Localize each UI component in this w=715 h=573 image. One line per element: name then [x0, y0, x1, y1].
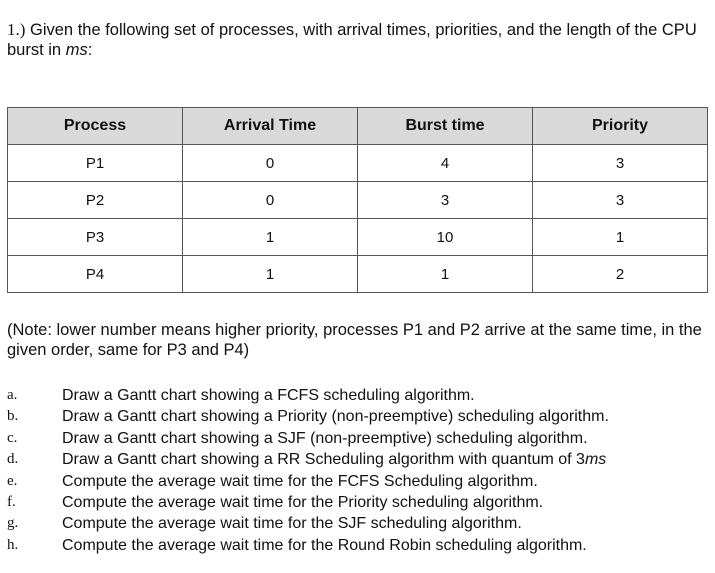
task-letter: e.: [7, 472, 18, 489]
task-text: Draw a Gantt chart showing a FCFS scheduling algorithm.: [62, 387, 475, 404]
cell-arrival-time: 1: [183, 219, 358, 256]
list-item: [7, 513, 712, 534]
task-letter: b.: [7, 408, 19, 425]
cell-process: P1: [8, 145, 183, 182]
task-text: Compute the average wait time for the Round Robin scheduling algorithm.: [62, 536, 587, 554]
cell-arrival-time: 0: [183, 182, 358, 219]
task-text: Compute the average wait time for the FCFS Scheduling algorithm.: [62, 472, 538, 490]
cell-burst-time: 1: [358, 256, 533, 293]
cell-process: P2: [8, 182, 183, 219]
cell-priority: 1: [533, 219, 708, 256]
list-item: [7, 471, 712, 492]
cell-process: P4: [8, 256, 183, 293]
cell-priority: 2: [533, 256, 708, 293]
task-text: Compute the average wait time for the Priority scheduling algorithm.: [62, 493, 544, 511]
task-text: Draw a Gantt chart showing a SJF (non-preemptive) scheduling algorithm.: [62, 429, 588, 447]
list-item: [7, 492, 712, 513]
task-letter: f.: [7, 493, 16, 510]
cell-arrival-time: 0: [183, 145, 358, 182]
table-header-row: [8, 108, 708, 145]
cell-arrival-time: 1: [183, 256, 358, 293]
question-number: 1.): [7, 20, 26, 39]
list-item: [7, 449, 712, 470]
task-list: [7, 385, 712, 556]
header-process: Process: [8, 108, 183, 145]
header-priority: Priority: [533, 108, 708, 145]
list-item: [7, 428, 712, 449]
cell-process: P3: [8, 219, 183, 256]
list-item: [7, 406, 712, 427]
cell-burst-time: 10: [358, 219, 533, 256]
cell-priority: 3: [533, 145, 708, 182]
task-letter: c.: [7, 429, 18, 446]
cell-burst-time: 4: [358, 145, 533, 182]
time-unit: ms: [65, 41, 88, 59]
task-text-wrap: [62, 449, 712, 470]
task-letter: a.: [7, 387, 18, 403]
header-arrival-time: Arrival Time: [183, 108, 358, 145]
intro-suffix: :: [87, 41, 93, 59]
list-item: [7, 535, 712, 556]
process-table: [7, 107, 708, 293]
task-text: Draw a Gantt chart showing a RR Scheduling algorithm with quantum of 3: [62, 451, 585, 469]
task-letter: g.: [7, 515, 19, 532]
question-intro: [7, 20, 707, 60]
task-time-unit: ms: [584, 451, 607, 469]
table-row: [8, 145, 708, 182]
task-letter: h.: [7, 536, 19, 553]
question-text: Given the following set of processes, with arrival times, priorities, and the length of the CPU burst in: [7, 21, 697, 59]
table-row: [8, 256, 708, 293]
cell-priority: 3: [533, 182, 708, 219]
header-burst-time: Burst time: [358, 108, 533, 145]
table-row: [8, 182, 708, 219]
task-text: Draw a Gantt chart showing a Priority (non-preemptive) scheduling algorithm.: [62, 408, 609, 426]
priority-note: (Note: lower number means higher priority, processes P1 and P2 arrive at the same time, in the given order, same for P3 and P4): [7, 321, 702, 359]
table-row: [8, 219, 708, 256]
task-letter: d.: [7, 451, 19, 468]
cell-burst-time: 3: [358, 182, 533, 219]
task-text: Compute the average wait time for the SJF scheduling algorithm.: [62, 515, 522, 533]
list-item: [7, 385, 712, 406]
